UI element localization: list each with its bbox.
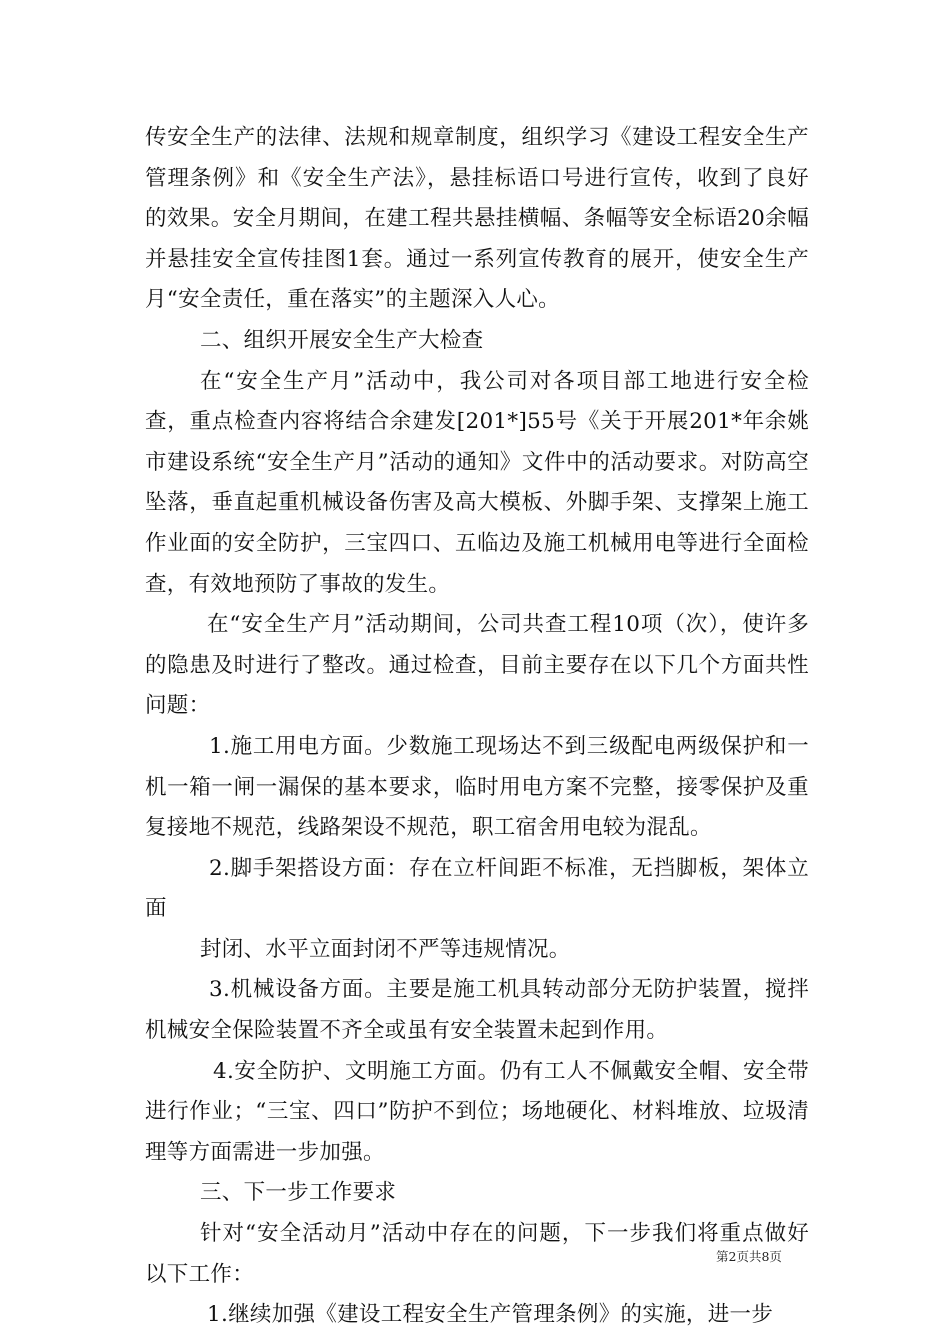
page-number-footer: 第2页共8页 xyxy=(716,1249,782,1264)
list-item-electricity: 1.施工用电方面。少数施工现场达不到三级配电两级保护和一机一箱一闸一漏保的基本要求，临时用电方案不完整，接零保护及重复接地不规范，线路架设不规范，职工宿舍用电较为混乱。 xyxy=(145,733,809,841)
list-item-regulation-implementation: 1.继续加强《建设工程安全生产管理条例》的实施，进一步 xyxy=(207,1302,774,1328)
list-item-scaffolding-continued: 封闭、水平立面封闭不严等违规情况。 xyxy=(200,936,571,962)
section-heading-next-steps: 三、下一步工作要求 xyxy=(200,1180,397,1206)
list-item-scaffolding: 2.脚手架搭设方面：存在立杆间距不标准，无挡脚板，架体立面 xyxy=(145,855,809,922)
list-item-machinery: 3.机械设备方面。主要是施工机具转动部分无防护装置，搅拌机械安全保险装置不齐全或虽有安全装置未起到作用。 xyxy=(145,977,809,1044)
document-body xyxy=(145,118,809,1336)
paragraph-inspection-details: 在“安全生产月”活动中，我公司对各项目部工地进行安全检查，重点检查内容将结合余建发[201*]55号《关于开展201*年余姚市建设系统“安全生产月”活动的通知》文件中的活动要求。对防高空坠落，垂直起重机械设备伤害及高大模板、外脚手架、支撑架上施工作业面的安全防护，三宝四口、五临边及施工机械用电等进行全面检查，有效地预防了事故的发生。 xyxy=(145,368,809,597)
list-item-safety-protection: 4.安全防护、文明施工方面。仍有工人不佩戴安全帽、安全带进行作业；“三宝、四口”防护不到位；场地硬化、材料堆放、垃圾清理等方面需进一步加强。 xyxy=(145,1058,809,1165)
paragraph-next-steps-intro: 针对“安全活动月”活动中存在的问题，下一步我们将重点做好以下工作： xyxy=(145,1221,809,1287)
paragraph-inspection-results: 在“安全生产月”活动期间，公司共查工程10项（次），使许多的隐患及时进行了整改。通过检查，目前主要存在以下几个方面共性问题： xyxy=(145,612,809,719)
section-heading-inspection: 二、组织开展安全生产大检查 xyxy=(200,327,484,353)
paragraph-publicity-summary: 传安全生产的法律、法规和规章制度，组织学习《建设工程安全生产管理条例》和《安全生产法》，悬挂标语口号进行宣传，收到了良好的效果。安全月期间，在建工程共悬挂横幅、条幅等安全标语20余幅并悬挂安全宣传挂图1套。通过一系列宣传教育的展开，使安全生产月“安全责任，重在落实”的主题深入人心。 xyxy=(145,125,809,313)
